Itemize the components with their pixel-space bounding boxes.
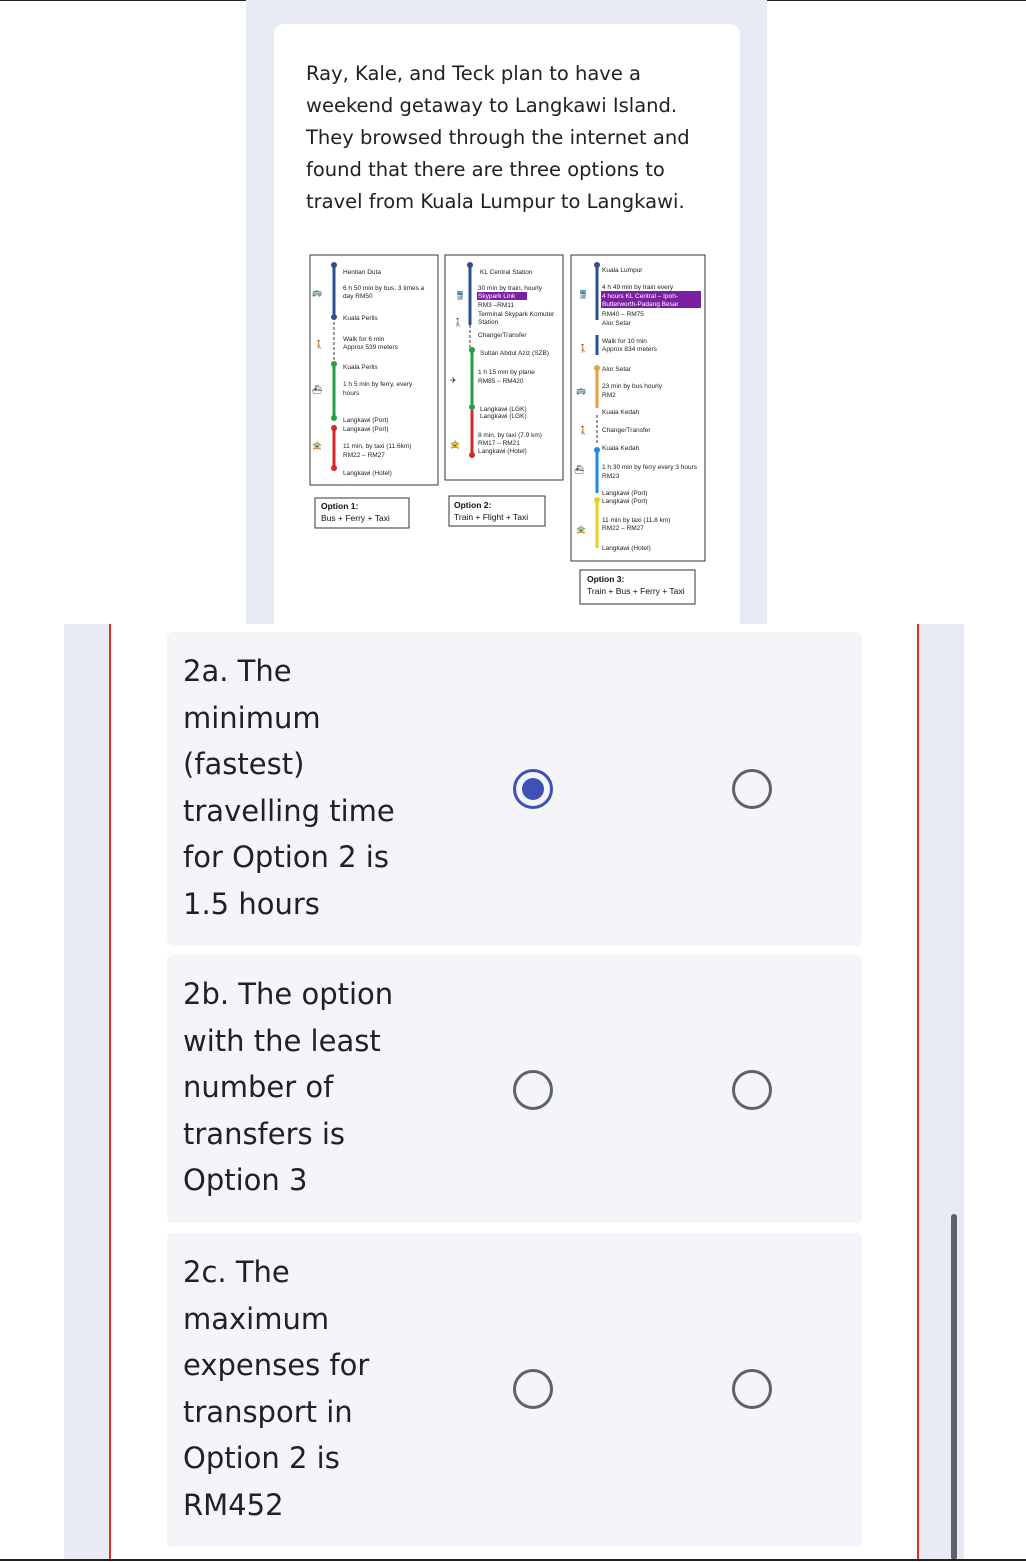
- plane-icon: ✈: [450, 376, 457, 385]
- grid-radio-button[interactable]: [513, 1070, 553, 1110]
- fig-text: Langkawi (Hotel): [343, 470, 392, 477]
- fig-text: Sultan Abdul Aziz (SZB): [480, 350, 550, 357]
- taxi-icon: 🚖: [312, 441, 322, 450]
- fig-text: RM23: [602, 473, 620, 480]
- walk-icon: 🚶: [314, 340, 324, 349]
- fig-text: Butterworth-Padang Besar: [602, 301, 679, 308]
- travel-options-figure: [300, 250, 720, 610]
- fig-text: Alor Setar: [602, 320, 631, 327]
- fig-text: Skypark Link: [478, 293, 516, 300]
- fig-text: 1 h 15 min by plane: [478, 369, 535, 376]
- grid-row-label: 2a. The minimum (fastest) travelling time for Option 2 is 1.5 hours: [183, 654, 395, 921]
- grid-row-label: 2b. The option with the least number of transfers is Option 3: [183, 977, 394, 1197]
- fig-text: day RM50: [343, 293, 373, 300]
- grid-row: [167, 955, 862, 1223]
- grid-row: [167, 1233, 862, 1547]
- fig-text: 11 min, by taxi (11.6km): [343, 443, 412, 450]
- required-error-border-left: [109, 624, 111, 1560]
- grid-radio-button[interactable]: [513, 769, 553, 809]
- fig-text: Alor Setar: [602, 366, 631, 373]
- required-error-border-right: [917, 624, 919, 1560]
- fig-text: Kuala Perlis: [343, 364, 378, 371]
- fig-text: 1 h 30 min by ferry every 3 hours: [602, 464, 698, 471]
- fig-text: 8 min, by taxi (7.9 km): [478, 432, 542, 439]
- grid-radio-button[interactable]: [513, 1369, 553, 1409]
- fig-text: Kuala Lumpur: [602, 267, 643, 274]
- fig-text: RM2: [602, 392, 616, 399]
- fig-text: hours: [343, 390, 360, 397]
- fig-text: Kuala Kedah: [602, 445, 640, 452]
- option2-subtitle: Train + Flight + Taxi: [454, 512, 529, 522]
- fig-text: KL Central Station: [480, 269, 533, 276]
- fig-text: 30 min by train, hourly: [478, 285, 542, 292]
- ferry-icon: ⛴: [574, 465, 585, 474]
- fig-text: Approx 539 meters: [343, 344, 398, 351]
- grid-radio-button[interactable]: [732, 1070, 772, 1110]
- fig-text: Langkawi (Port): [602, 490, 648, 497]
- walk-icon: 🚶: [578, 344, 588, 353]
- option3-subtitle: Train + Bus + Ferry + Taxi: [587, 586, 685, 596]
- question-intro-text: Ray, Kale, and Teck plan to have a weekend getaway to Langkawi Island. They browsed through the internet and found that there are three options to travel from Kuala Lumpur to Langkawi.: [306, 62, 690, 213]
- fig-text: Langkawi (Port): [343, 426, 389, 433]
- fig-text: Station: [478, 319, 499, 326]
- grid-row-label: 2c. The maximum expenses for transport in Option 2 is RM452: [183, 1255, 370, 1522]
- fig-text: Change/Transfer: [478, 332, 527, 339]
- fig-text: RM3 –RM11: [478, 302, 515, 309]
- ferry-icon: ⛴: [312, 385, 323, 394]
- grid-row: [167, 632, 862, 946]
- fig-text: 11 min by taxi (11.8 km): [602, 517, 671, 524]
- train-icon: 🚆: [578, 290, 588, 299]
- fig-text: RM17 – RM21: [478, 440, 520, 447]
- scrollbar-thumb[interactable]: [951, 1214, 957, 1560]
- grid-radio-button[interactable]: [732, 769, 772, 809]
- fig-text: Approx 834 meters: [602, 346, 657, 353]
- bus-icon: 🚌: [312, 288, 322, 297]
- fig-text: Kuala Perlis: [343, 315, 378, 322]
- fig-text: RM22 – RM27: [343, 452, 385, 459]
- bottom-divider: [0, 1559, 1026, 1561]
- fig-text: Langkawi (Hotel): [478, 448, 527, 455]
- fig-text: Hentian Duta: [343, 269, 381, 276]
- fig-text: Kuala Kedah: [602, 409, 640, 416]
- walk-icon: 🚶: [453, 318, 463, 327]
- walk-icon: 🚶: [578, 426, 588, 435]
- fig-text: RM85 – RM420: [478, 378, 524, 385]
- fig-text: Langkawi (LGK): [480, 406, 527, 413]
- taxi-icon: 🚖: [450, 440, 460, 449]
- fig-text: RM40 – RM75: [602, 311, 644, 318]
- fig-text: RM22 – RM27: [602, 525, 644, 532]
- fig-text: Langkawi (Port): [343, 417, 389, 424]
- train-icon: 🚆: [455, 291, 465, 300]
- taxi-icon: 🚖: [576, 525, 586, 534]
- option1-title: Option 1:: [321, 501, 359, 511]
- fig-text: 4 h 49 min by train every: [602, 284, 674, 291]
- option2-title: Option 2:: [454, 500, 492, 510]
- fig-text: 6 h 50 min by bus, 3 times a: [343, 285, 425, 292]
- fig-text: Langkawi (Port): [602, 498, 648, 505]
- fig-text: Terminal Skypark Komuter: [478, 311, 555, 318]
- fig-text: 4 hours KL Central – Ipoh-: [602, 293, 678, 300]
- fig-text: Change/Transfer: [602, 427, 651, 434]
- fig-text: 1 h 5 min by ferry, every: [343, 381, 413, 388]
- option3-title: Option 3:: [587, 574, 625, 584]
- fig-text: Langkawi (Hotel): [602, 545, 651, 552]
- grid-radio-button[interactable]: [732, 1369, 772, 1409]
- fig-text: Langkawi (LGK): [480, 413, 527, 420]
- fig-text: 23 min by bus hourly: [602, 383, 662, 390]
- fig-text: Walk for 6 min: [343, 336, 385, 343]
- option1-subtitle: Bus + Ferry + Taxi: [321, 513, 390, 523]
- fig-text: Walk for 10 min: [602, 338, 647, 345]
- bus-icon: 🚌: [576, 386, 586, 395]
